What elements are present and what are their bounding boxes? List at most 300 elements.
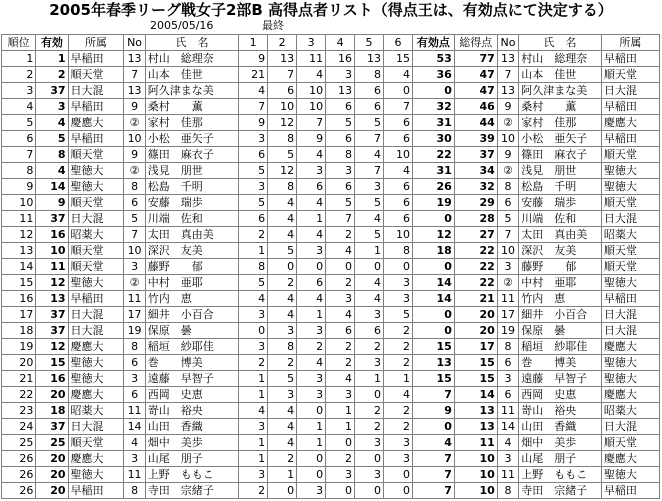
cell-valid-points: 53	[412, 51, 454, 67]
cell-name: 安藤 瑞歩	[145, 195, 238, 211]
cell-total-points: 22	[454, 259, 497, 275]
cell-match-4: 0	[326, 483, 355, 499]
cell-rank: 2	[2, 67, 36, 83]
cell-rank: 15	[2, 275, 36, 291]
cell-match-4: 4	[326, 307, 355, 323]
cell-team-2: 聖徳大	[601, 371, 659, 387]
cell-rank: 3	[2, 83, 36, 99]
cell-rank: 6	[2, 131, 36, 147]
cell-valid-rank: 11	[36, 259, 68, 275]
cell-team: 順天堂	[68, 243, 124, 259]
header-match-1: 1	[239, 35, 268, 51]
header-match-6: 6	[384, 35, 413, 51]
cell-number-2: 19	[497, 323, 518, 339]
cell-total-points: 32	[454, 179, 497, 195]
cell-match-4: 4	[326, 243, 355, 259]
cell-match-5: 5	[355, 115, 384, 131]
cell-match-6: 15	[384, 51, 413, 67]
cell-valid-points: 9	[412, 403, 454, 419]
cell-match-2: 1	[268, 467, 297, 483]
cell-match-1: 7	[239, 99, 268, 115]
cell-number: 10	[124, 243, 145, 259]
cell-match-1: 1	[239, 435, 268, 451]
cell-name: 竹内 恵	[145, 291, 238, 307]
cell-rank: 12	[2, 227, 36, 243]
cell-total-points: 13	[454, 419, 497, 435]
cell-match-4: 1	[326, 403, 355, 419]
cell-match-2: 4	[268, 227, 297, 243]
cell-valid-rank: 20	[36, 483, 68, 499]
cell-match-3: 1	[297, 307, 326, 323]
cell-number: 9	[124, 147, 145, 163]
cell-valid-rank: 37	[36, 419, 68, 435]
cell-valid-rank: 12	[36, 275, 68, 291]
cell-team: 日大混	[68, 323, 124, 339]
cell-match-3: 10	[297, 83, 326, 99]
cell-team: 聖徳大	[68, 275, 124, 291]
cell-match-2: 4	[268, 211, 297, 227]
cell-name-2: 畑中 美歩	[519, 435, 602, 451]
cell-name: 巻 博美	[145, 355, 238, 371]
cell-name: 藤野 郁	[145, 259, 238, 275]
cell-team-2: 日大混	[601, 419, 659, 435]
cell-match-1: 3	[239, 131, 268, 147]
cell-match-5: 2	[355, 403, 384, 419]
cell-valid-rank: 18	[36, 403, 68, 419]
cell-match-1: 2	[239, 227, 268, 243]
table-row	[2, 323, 660, 339]
header-match-3: 3	[297, 35, 326, 51]
cell-team: 日大混	[68, 419, 124, 435]
cell-number-2: 3	[497, 451, 518, 467]
table-body	[2, 51, 660, 499]
cell-name-2: 安藤 瑞歩	[519, 195, 602, 211]
cell-total-points: 10	[454, 451, 497, 467]
cell-name-2: 山尾 朋子	[519, 451, 602, 467]
cell-name: 小松 亜矢子	[145, 131, 238, 147]
cell-team-2: 日大混	[601, 323, 659, 339]
cell-match-6: 0	[384, 483, 413, 499]
cell-match-5: 0	[355, 483, 384, 499]
date-label: 2005/05/16	[150, 19, 214, 32]
cell-match-3: 6	[297, 179, 326, 195]
cell-match-2: 12	[268, 115, 297, 131]
cell-match-6: 6	[384, 211, 413, 227]
table-row	[2, 227, 660, 243]
cell-number-2: 17	[497, 307, 518, 323]
cell-match-2: 4	[268, 435, 297, 451]
cell-match-5: 8	[355, 67, 384, 83]
cell-number: ②	[124, 163, 145, 179]
cell-number: 3	[124, 259, 145, 275]
cell-match-2: 0	[268, 259, 297, 275]
cell-match-5: 5	[355, 227, 384, 243]
cell-name: 阿久津まな美	[145, 83, 238, 99]
cell-rank: 23	[2, 403, 36, 419]
cell-match-5: 3	[355, 179, 384, 195]
page-title: 2005年春季リーグ戦女子2部B 高得点者リスト（得点王は、有効点にて決定する）	[49, 1, 613, 19]
cell-number: 8	[124, 339, 145, 355]
cell-total-points: 34	[454, 163, 497, 179]
cell-match-1: 9	[239, 51, 268, 67]
cell-number-2: ②	[497, 163, 518, 179]
cell-match-2: 5	[268, 243, 297, 259]
cell-team-2: 順天堂	[601, 195, 659, 211]
cell-team: 聖徳大	[68, 163, 124, 179]
header-valid-rank: 有効	[36, 35, 68, 51]
cell-valid-rank: 20	[36, 451, 68, 467]
cell-total-points: 44	[454, 115, 497, 131]
cell-number: ②	[124, 275, 145, 291]
cell-valid-points: 31	[412, 163, 454, 179]
cell-match-4: 2	[326, 355, 355, 371]
cell-match-2: 13	[268, 51, 297, 67]
cell-number-2: 8	[497, 179, 518, 195]
cell-number: 13	[124, 83, 145, 99]
cell-match-5: 4	[355, 291, 384, 307]
cell-total-points: 46	[454, 99, 497, 115]
cell-match-6: 4	[384, 163, 413, 179]
cell-rank: 13	[2, 243, 36, 259]
cell-name: 山田 香織	[145, 419, 238, 435]
cell-number: 7	[124, 227, 145, 243]
cell-match-5: 6	[355, 99, 384, 115]
cell-match-6: 10	[384, 147, 413, 163]
cell-match-6: 6	[384, 179, 413, 195]
cell-match-1: 2	[239, 483, 268, 499]
cell-valid-points: 14	[412, 275, 454, 291]
cell-match-4: 8	[326, 147, 355, 163]
cell-number: 13	[124, 51, 145, 67]
cell-match-5: 3	[355, 467, 384, 483]
cell-name-2: 松島 千明	[519, 179, 602, 195]
cell-name-2: 寺田 宗緒子	[519, 483, 602, 499]
cell-number: 19	[124, 323, 145, 339]
header-number: No	[124, 35, 145, 51]
cell-number-2: 3	[497, 371, 518, 387]
cell-team-2: 早稲田	[601, 51, 659, 67]
cell-match-4: 6	[326, 99, 355, 115]
cell-match-5: 3	[355, 355, 384, 371]
cell-match-6: 0	[384, 259, 413, 275]
cell-match-5: 13	[355, 51, 384, 67]
cell-team: 日大混	[68, 83, 124, 99]
cell-match-1: 3	[239, 339, 268, 355]
cell-total-points: 47	[454, 83, 497, 99]
cell-match-3: 1	[297, 211, 326, 227]
cell-name-2: 川端 佐和	[519, 211, 602, 227]
cell-team-2: 昭薬大	[601, 227, 659, 243]
cell-match-1: 4	[239, 83, 268, 99]
cell-match-6: 8	[384, 243, 413, 259]
cell-match-3: 4	[297, 291, 326, 307]
cell-name: 畑中 美歩	[145, 435, 238, 451]
cell-match-6: 1	[384, 371, 413, 387]
cell-valid-points: 31	[412, 115, 454, 131]
cell-valid-points: 30	[412, 131, 454, 147]
cell-match-6: 6	[384, 115, 413, 131]
cell-team: 順天堂	[68, 259, 124, 275]
cell-name: 山尾 朋子	[145, 451, 238, 467]
cell-team: 順天堂	[68, 67, 124, 83]
cell-rank: 26	[2, 483, 36, 499]
cell-name-2: 西岡 史恵	[519, 387, 602, 403]
cell-match-2: 8	[268, 179, 297, 195]
cell-team: 聖徳大	[68, 355, 124, 371]
cell-match-4: 2	[326, 227, 355, 243]
cell-number-2: 8	[497, 339, 518, 355]
cell-number-2: 4	[497, 435, 518, 451]
table-row	[2, 51, 660, 67]
cell-match-6: 3	[384, 435, 413, 451]
cell-match-4: 5	[326, 195, 355, 211]
cell-match-3: 6	[297, 275, 326, 291]
cell-rank: 8	[2, 163, 36, 179]
cell-match-4: 2	[326, 451, 355, 467]
cell-rank: 5	[2, 115, 36, 131]
cell-name-2: 浅見 朋世	[519, 163, 602, 179]
cell-match-2: 4	[268, 195, 297, 211]
cell-match-2: 5	[268, 147, 297, 163]
cell-name-2: 竹内 恵	[519, 291, 602, 307]
cell-total-points: 47	[454, 67, 497, 83]
cell-valid-rank: 37	[36, 211, 68, 227]
cell-team: 順天堂	[68, 195, 124, 211]
cell-name: 山本 佳世	[145, 67, 238, 83]
cell-match-2: 3	[268, 323, 297, 339]
cell-total-points: 15	[454, 355, 497, 371]
cell-match-5: 4	[355, 211, 384, 227]
cell-number-2: 6	[497, 195, 518, 211]
cell-name: 桑村 薫	[145, 99, 238, 115]
cell-number: 11	[124, 467, 145, 483]
cell-number-2: 6	[497, 355, 518, 371]
cell-match-3: 4	[297, 227, 326, 243]
cell-valid-points: 0	[412, 83, 454, 99]
cell-valid-points: 7	[412, 451, 454, 467]
cell-valid-rank: 37	[36, 83, 68, 99]
cell-name: 寺田 宗緒子	[145, 483, 238, 499]
cell-total-points: 21	[454, 291, 497, 307]
cell-match-4: 3	[326, 163, 355, 179]
cell-team: 日大混	[68, 307, 124, 323]
cell-match-3: 1	[297, 419, 326, 435]
cell-number-2: 10	[497, 131, 518, 147]
cell-valid-points: 13	[412, 355, 454, 371]
table-row	[2, 99, 660, 115]
cell-number-2: 13	[497, 51, 518, 67]
cell-number: 9	[124, 99, 145, 115]
cell-match-2: 10	[268, 99, 297, 115]
cell-name-2: 山田 香織	[519, 419, 602, 435]
cell-rank: 25	[2, 435, 36, 451]
cell-valid-rank: 4	[36, 115, 68, 131]
cell-valid-points: 15	[412, 371, 454, 387]
cell-match-6: 6	[384, 195, 413, 211]
cell-team: 早稲田	[68, 291, 124, 307]
table-row	[2, 307, 660, 323]
cell-total-points: 15	[454, 371, 497, 387]
cell-rank: 17	[2, 307, 36, 323]
cell-match-3: 0	[297, 467, 326, 483]
cell-match-4: 6	[326, 131, 355, 147]
cell-name-2: 藤野 郁	[519, 259, 602, 275]
cell-number-2: 7	[497, 67, 518, 83]
cell-match-4: 16	[326, 51, 355, 67]
cell-team: 聖徳大	[68, 371, 124, 387]
cell-team-2: 早稲田	[601, 99, 659, 115]
cell-name-2: 山本 佳世	[519, 67, 602, 83]
cell-number: 10	[124, 131, 145, 147]
table-row	[2, 419, 660, 435]
cell-match-2: 0	[268, 483, 297, 499]
cell-total-points: 22	[454, 275, 497, 291]
cell-match-4: 2	[326, 339, 355, 355]
cell-number-2: 6	[497, 387, 518, 403]
cell-team-2: 聖徳大	[601, 467, 659, 483]
cell-match-3: 1	[297, 435, 326, 451]
cell-match-2: 5	[268, 371, 297, 387]
cell-valid-rank: 25	[36, 435, 68, 451]
table-row	[2, 371, 660, 387]
cell-match-5: 0	[355, 387, 384, 403]
cell-name-2: 阿久津まな美	[519, 83, 602, 99]
cell-match-4: 0	[326, 259, 355, 275]
cell-match-6: 3	[384, 291, 413, 307]
table-row	[2, 339, 660, 355]
cell-valid-rank: 20	[36, 387, 68, 403]
cell-total-points: 13	[454, 403, 497, 419]
cell-match-1: 6	[239, 211, 268, 227]
cell-match-5: 1	[355, 243, 384, 259]
cell-team: 順天堂	[68, 435, 124, 451]
cell-team-2: 順天堂	[601, 67, 659, 83]
table-header-row	[2, 35, 660, 51]
cell-number-2: 7	[497, 227, 518, 243]
cell-number-2: 9	[497, 147, 518, 163]
scorer-table	[1, 34, 660, 499]
cell-match-3: 2	[297, 339, 326, 355]
cell-match-1: 1	[239, 387, 268, 403]
cell-valid-points: 7	[412, 483, 454, 499]
cell-number: 4	[124, 435, 145, 451]
cell-match-4: 7	[326, 211, 355, 227]
cell-total-points: 22	[454, 243, 497, 259]
cell-name-2: 篠田 麻衣子	[519, 147, 602, 163]
cell-match-3: 3	[297, 371, 326, 387]
cell-valid-rank: 5	[36, 131, 68, 147]
cell-match-1: 1	[239, 371, 268, 387]
cell-match-2: 2	[268, 451, 297, 467]
cell-valid-points: 0	[412, 259, 454, 275]
cell-match-3: 0	[297, 403, 326, 419]
cell-match-3: 11	[297, 51, 326, 67]
cell-rank: 14	[2, 259, 36, 275]
cell-team: 聖徳大	[68, 179, 124, 195]
cell-valid-points: 12	[412, 227, 454, 243]
cell-rank: 20	[2, 355, 36, 371]
cell-match-5: 4	[355, 147, 384, 163]
cell-name: 村山 総理奈	[145, 51, 238, 67]
cell-match-5: 7	[355, 163, 384, 179]
cell-name-2: 村山 総理奈	[519, 51, 602, 67]
cell-number-2: ②	[497, 275, 518, 291]
cell-number: 11	[124, 403, 145, 419]
cell-number: 3	[124, 451, 145, 467]
table-row	[2, 403, 660, 419]
table-row	[2, 483, 660, 499]
table-row	[2, 355, 660, 371]
cell-match-1: 5	[239, 275, 268, 291]
cell-match-2: 4	[268, 291, 297, 307]
cell-team-2: 昭薬大	[601, 403, 659, 419]
table-row	[2, 147, 660, 163]
cell-match-4: 2	[326, 275, 355, 291]
cell-valid-points: 36	[412, 67, 454, 83]
cell-number-2: 8	[497, 483, 518, 499]
cell-valid-rank: 12	[36, 339, 68, 355]
cell-number: 3	[124, 371, 145, 387]
header-total-points: 総得点	[454, 35, 497, 51]
cell-name-2: 桑村 薫	[519, 99, 602, 115]
cell-name-2: 遠藤 早智子	[519, 371, 602, 387]
cell-number-2: 11	[497, 291, 518, 307]
cell-valid-points: 0	[412, 323, 454, 339]
cell-valid-rank: 8	[36, 147, 68, 163]
cell-match-4: 5	[326, 115, 355, 131]
cell-valid-rank: 14	[36, 179, 68, 195]
cell-total-points: 37	[454, 147, 497, 163]
cell-number: 17	[124, 307, 145, 323]
cell-match-3: 3	[297, 243, 326, 259]
cell-match-3: 3	[297, 387, 326, 403]
cell-team-2: 慶應大	[601, 115, 659, 131]
cell-rank: 11	[2, 211, 36, 227]
cell-match-2: 4	[268, 419, 297, 435]
cell-team: 昭薬大	[68, 227, 124, 243]
cell-valid-rank: 20	[36, 467, 68, 483]
cell-name: 篠田 麻衣子	[145, 147, 238, 163]
cell-number: 8	[124, 483, 145, 499]
cell-valid-points: 15	[412, 339, 454, 355]
cell-name: 細井 小百合	[145, 307, 238, 323]
cell-match-1: 2	[239, 355, 268, 371]
cell-rank: 10	[2, 195, 36, 211]
cell-match-1: 6	[239, 147, 268, 163]
table-row	[2, 83, 660, 99]
cell-match-3: 0	[297, 451, 326, 467]
cell-match-5: 0	[355, 259, 384, 275]
cell-match-4: 3	[326, 387, 355, 403]
cell-team: 慶應大	[68, 451, 124, 467]
cell-total-points: 20	[454, 307, 497, 323]
cell-rank: 18	[2, 323, 36, 339]
cell-match-5: 7	[355, 131, 384, 147]
cell-valid-rank: 15	[36, 355, 68, 371]
cell-valid-points: 0	[412, 307, 454, 323]
cell-team: 昭薬大	[68, 403, 124, 419]
cell-valid-points: 19	[412, 195, 454, 211]
cell-number: ②	[124, 115, 145, 131]
cell-valid-points: 26	[412, 179, 454, 195]
cell-team-2: 聖徳大	[601, 163, 659, 179]
cell-name: 家村 佳那	[145, 115, 238, 131]
cell-match-6: 2	[384, 403, 413, 419]
cell-match-3: 3	[297, 163, 326, 179]
cell-valid-rank: 16	[36, 227, 68, 243]
cell-match-1: 3	[239, 307, 268, 323]
cell-match-2: 2	[268, 355, 297, 371]
